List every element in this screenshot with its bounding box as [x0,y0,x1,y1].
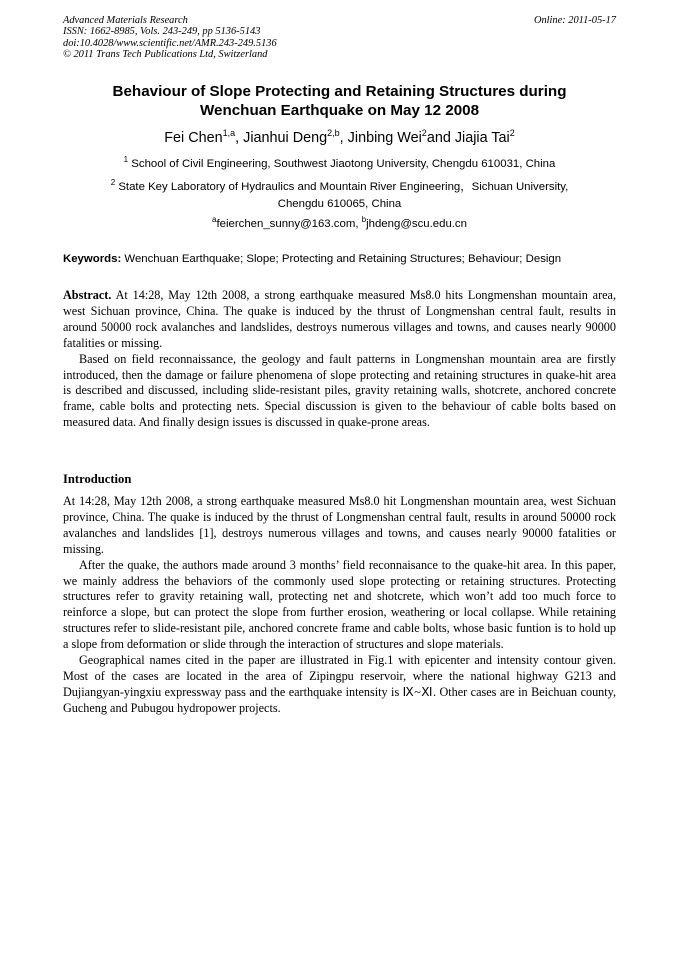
introduction-paragraph-3: Geographical names cited in the paper are illustrated in Fig.1 with epicenter and intensity contour given. Most of the cases are located in the area of Zipingpu reservoir, where the national highway G213 and Dujiangyan-yingxiu expressway pass and the earthquake intensity is Ⅸ~Ⅺ. Other cases are in Beichuan county, Gucheng and Pubugou hydropower projects. [63,653,616,715]
email-line [63,216,616,233]
issn-line: ISSN: 1662-8985, Vols. 243-249, pp 5136-5143 [63,26,261,38]
abstract-label: Abstract. [63,288,112,302]
affiliation-text-line-2: Chengdu 610065, China [277,198,402,210]
affiliation-2 [63,179,616,213]
keywords-label: Keywords: [63,253,122,265]
author-name: Jianhui Deng [243,130,328,146]
abstract-paragraph-2: Based on field reconnaissance, the geology and fault patterns in Longmenshan mountain area are firstly introduced, then the damage or failure phenomena of slope protecting and retaining structures in quake-hit area is described and discussed, including slide-resistant piles, gravity retaining walls, shotcrete, anchored concrete frame, cable bolts and protecting nets. Special discussion is given to the behaviour of cable bolts based on measured data. And finally design issues is discussed in quake-prone areas. [63,351,616,430]
author-superscript: 2 [509,128,515,138]
affiliation-1 [63,156,616,173]
affiliation-superscript: 1 [123,155,129,164]
author-separator: , [339,130,348,146]
introduction-heading: Introduction [63,472,132,486]
online-date: Online: 2011-05-17 [533,15,616,26]
email-a: feierchen_sunny@163.com, [216,218,362,230]
author-superscript: 1,a [222,128,236,138]
introduction-paragraph-1: At 14:28, May 12th 2008, a strong earthquake measured Ms8.0 hit Longmenshan mountain area, west Sichuan province, China. The quake is induced by the thrust of Longmenshan central fault, results in around 50000 rock avalanches and landslides [1], destroys numerous villages and towns, and causes nearly 90000 fatalities or missing. [63,494,616,556]
abstract-section [63,288,616,431]
author-separator: and [426,130,455,146]
author-name: Jinbing Wei [347,130,422,146]
author-superscript: 2 [421,128,427,138]
journal-name: Advanced Materials Research [63,15,188,26]
doi-line: doi:10.4028/www.scientific.net/AMR.243-249.5136 [63,37,277,49]
author-superscript: 2,b [327,128,340,138]
abstract-paragraph-1 [63,288,616,352]
title-line-2: Wenchuan Earthquake on May 12 2008 [199,102,480,119]
keywords-line [63,251,616,267]
keywords-text: Wenchuan Earthquake; Slope; Protecting and Retaining Structures; Behaviour; Design [121,253,562,265]
journal-header [63,15,616,61]
email-superscript: a [212,215,217,224]
introduction-paragraph-2: After the quake, the authors made around 3 months’ field reconnaisance to the quake-hit area. In this paper, we mainly address the behaviors of the commonly used slope protecting or retaining structures. Protecting structures refer to gravity retaining wall, protecting net and shotcrete, which won’t add too much force to reinforce a slope, but can protect the slope from further erosion, weathering or local collapse. While retaining structures refer to slide-resistant pile, anchored concrete frame and cable bolts, whose basic funtion is to hold up a slope from deformation or slide through the interaction of structures and slope materials. [63,557,616,652]
title-line-1: Behaviour of Slope Protecting and Retaining Structures during [112,83,567,100]
email-b: jhdeng@scu.edu.cn [366,218,467,230]
copyright-line: © 2011 Trans Tech Publications Ltd, Switzerland [63,49,268,61]
affiliation-text: School of Civil Engineering, Southwest Jiaotong University, Chengdu 610031, China [131,158,556,170]
affiliation-superscript: 2 [110,178,116,187]
author-name: Fei Chen [164,130,223,146]
introduction-section [63,494,616,717]
affiliation-text: State Key Laboratory of Hydraulics and Mountain River Engineering，Sichuan University, [118,181,569,193]
abstract-text: At 14:28, May 12th 2008, a strong earthquake measured Ms8.0 hits Longmenshan mountain area, west Sichuan province, China. The quake is induced by the thrust of Longmenshan central fault, results in around 50000 rock avalanches and landslides, destroys numerous villages and towns, and causes nearly 90000 fatalities or missing. [63,288,616,350]
paper-title [63,82,616,120]
author-separator: , [235,130,244,146]
email-superscript: b [361,215,367,224]
author-name: Jiajia Tai [454,130,510,146]
author-list [63,129,616,147]
